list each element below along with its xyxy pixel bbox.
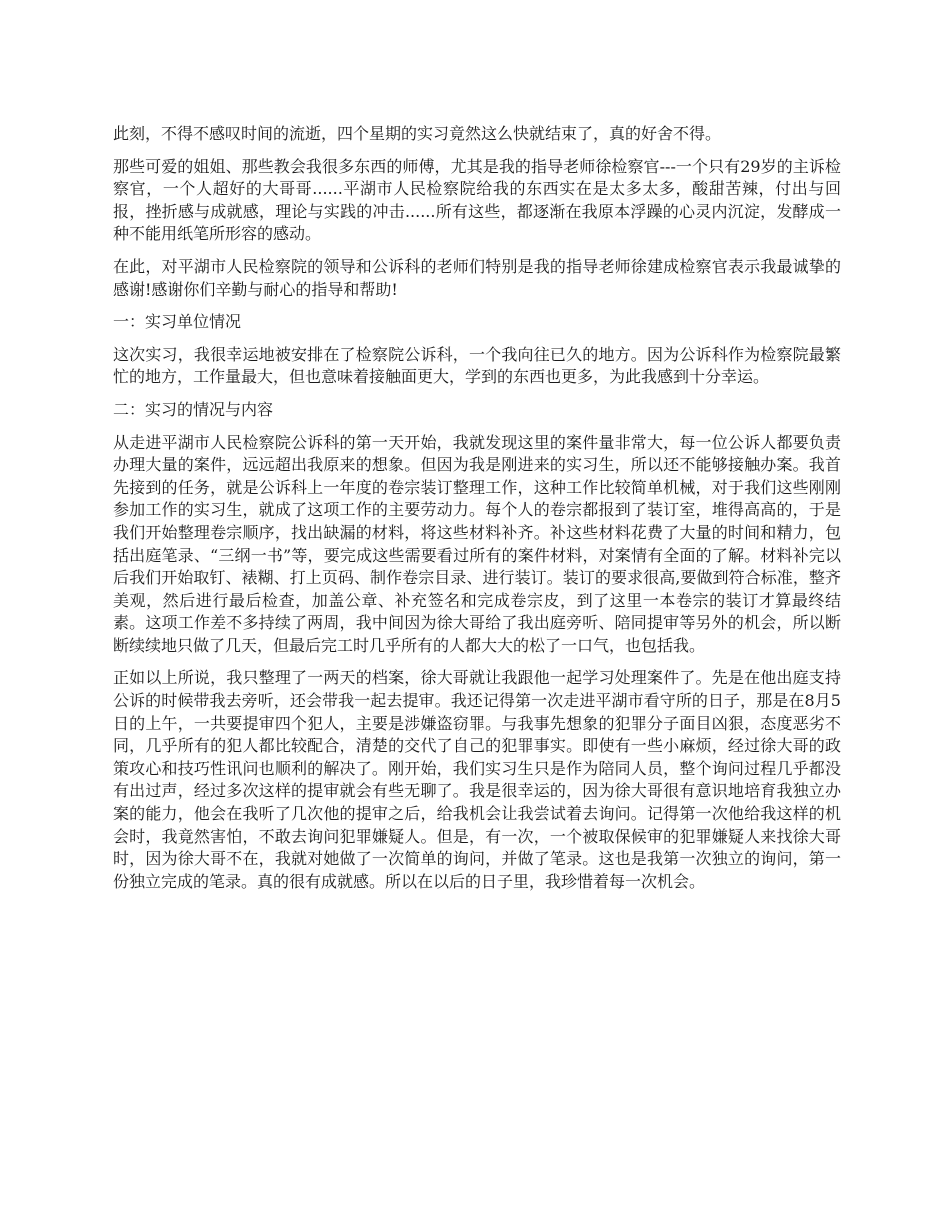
section-heading-unit: 一：实习单位情况 [113,312,242,332]
document-body [113,123,841,903]
paragraph-case-handling: 正如以上所说，我只整理了一两天的档案，徐大哥就让我跟他一起学习处理案件了。先是在他出庭支持公诉的时候带我去旁听，还会带我一起去提审。我还记得第一次走进平湖市看守所的日子，那是在8月5日的上午，一共要提审四个犯人，主要是涉嫌盗窃罪。与我事先想象的犯罪分子面目凶狠，态度恶劣不同，几乎所有的犯人都比较配合，清楚的交代了自己的犯罪事实。即使有一些小麻烦，经过徐大哥的政策攻心和技巧性讯问也顺利的解决了。刚开始，我们实习生只是作为陪同人员，整个询问过程几乎都没有出过声，经过多次这样的提审就会有些无聊了。我是很幸运的，因为徐大哥很有意识地培育我独立办案的能力，他会在我听了几次他的提审之后，给我机会让我尝试着去询问。记得第一次他给我这样的机会时，我竟然害怕，不敢去询问犯罪嫌疑人。但是，有一次，一个被取保候审的犯罪嫌疑人来找徐大哥时，因为徐大哥不在，我就对她做了一次简单的询问，并做了笔录。这也是我第一次独立的询问，第一份独立完成的笔录。真的很有成就感。所以在以后的日子里，我珍惜着每一次机会。 [113,668,841,891]
paragraph-mentors: 那些可爱的姐姐、那些教会我很多东西的师傅，尤其是我的指导老师徐检察官---一个只有29岁的主诉检察官，一个人超好的大哥哥......平湖市人民检察院给我的东西实在是太多太多，酸甜苦辣，付出与回报，挫折感与成就感，理论与实践的冲击......所有这些，都逐渐在我原本浮躁的心灵内沉淀，发酵成一种不能用纸笔所形容的感动。 [113,156,841,244]
paragraph-unit-description: 这次实习，我很幸运地被安排在了检察院公诉科，一个我向往已久的地方。因为公诉科作为检察院最繁忙的地方，工作量最大，但也意味着接触面更大，学到的东西也更多，为此我感到十分幸运。 [113,344,841,387]
section-heading-content: 二：实习的情况与内容 [113,399,274,419]
paragraph-closing-reflection: 此刻，不得不感叹时间的流逝，四个星期的实习竟然这么快就结束了，真的好舍不得。 [113,124,722,143]
paragraph-archive-work: 从走进平湖市人民检察院公诉科的第一天开始，我就发现这里的案件量非常大，每一位公诉人都要负责办理大量的案件，远远超出我原来的想象。但因为我是刚进来的实习生，所以还不能够接触办案。我首先接到的任务，就是公诉科上一年度的卷宗装订整理工作，这种工作比较简单机械，对于我们这些刚刚参加工作的实习生，就成了这项工作的主要劳动力。每个人的卷宗都报到了装订室，堆得高高的，于是我们开始整理卷宗顺序，找出缺漏的材料，将这些材料补齐。补这些材料花费了大量的时间和精力，包括出庭笔录、“三纲一书”等，要完成这些需要看过所有的案件材料，对案情有全面的了解。材料补完以后我们开始取钉、裱糊、打上页码、制作卷宗目录、进行装订。装订的要求很高,要做到符合标准，整齐美观，然后进行最后检查，加盖公章、补充签名和完成卷宗皮，到了这里一本卷宗的装订才算最终结素。这项工作差不多持续了两周，我中间因为徐大哥给了我出庭旁听、陪同提审等另外的机会，所以断断续续地只做了几天，但最后完工时几乎所有的人都大大的松了一口气，也包括我。 [113,432,841,655]
paragraph-thanks: 在此，对平湖市人民检察院的领导和公诉科的老师们特别是我的指导老师徐建成检察官表示我最诚挚的感谢!感谢你们辛勤与耐心的指导和帮助! [113,256,841,299]
